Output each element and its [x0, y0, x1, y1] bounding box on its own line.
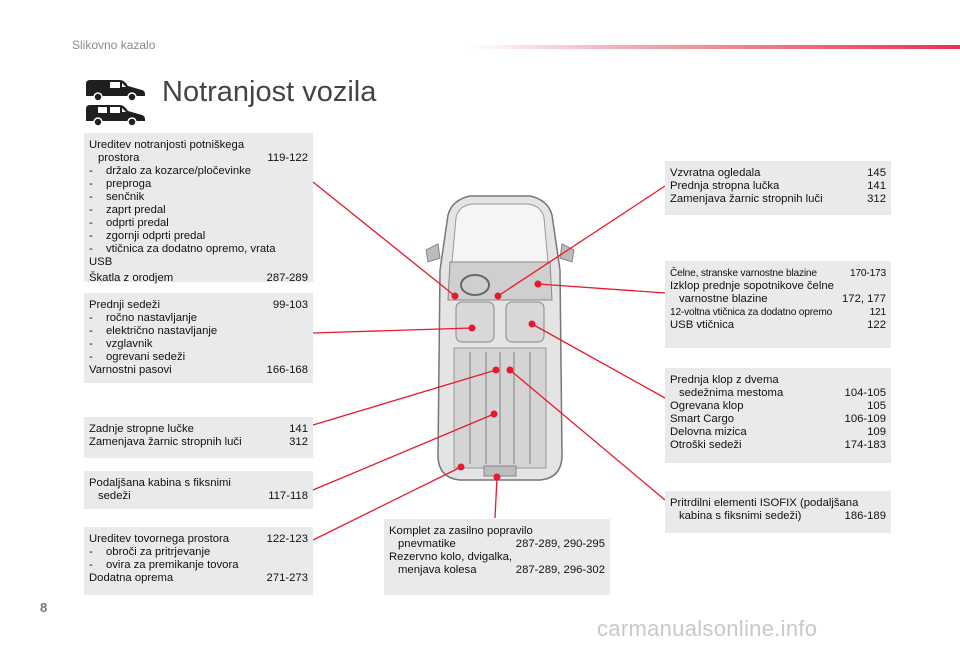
crew-cab-box: Podaljšana kabina s fiksnimi sedeži 117-118: [84, 471, 313, 509]
mirrors-box: Vzvratna ogledala 145 Prednja stropna lučka 141 Zamenjava žarnic stropnih luči 312: [665, 161, 891, 215]
rear-lights-box: Zadnje stropne lučke 141 Zamenjava žarnic stropnih luči 312: [84, 417, 313, 458]
isofix-box: Pritrdilni elementi ISOFIX (podaljšana kabina s fiksnimi sedeži) 186-189: [665, 491, 891, 533]
cabin-storage-box: Ureditev notranjosti potniškega prostora 119-122 - držalo za kozarce/pločevinke - preproga - senčnik - zaprt predal - odprti predal - zgornji odprti predal - vtičnica za dodatno opremo, vrata USB Škatla z orodjem 287-289: [84, 133, 313, 282]
page-number: 8: [40, 600, 48, 615]
bench-seat-box: Prednja klop z dvema sedežnima mestoma 104-105 Ogrevana klop 105 Smart Cargo 106-109 Delovna mizica 109 Otroški sedeži 174-183: [665, 368, 891, 463]
tyre-repair-box: Komplet za zasilno popravilo pnevmatike 287-289, 290-295 Rezervno kolo, dvigalka, menjava kolesa 287-289, 296-302: [384, 519, 610, 595]
front-seats-box: Prednji sedeži 99-103 - ročno nastavljanje - električno nastavljanje - vzglavnik - ogrevani sedeži Varnostni pasovi 166-168: [84, 293, 313, 383]
watermark: carmanualsonline.info: [597, 616, 818, 641]
page-title: Notranjost vozila: [162, 76, 377, 108]
cargo-area-box: Ureditev tovornega prostora 122-123 - obroči za pritrjevanje - ovira za premikanje tovora Dodatna oprema 271-273: [84, 527, 313, 595]
van-top-view: [426, 196, 574, 480]
airbags-box: Čelne, stranske varnostne blazine 170-173 Izklop prednje sopotnikove čelne varnostne blazine 172, 177 12-voltna vtičnica za dodatno opremo 121 USB vtičnica 122: [665, 261, 891, 348]
section-title: Slikovno kazalo: [72, 38, 156, 52]
